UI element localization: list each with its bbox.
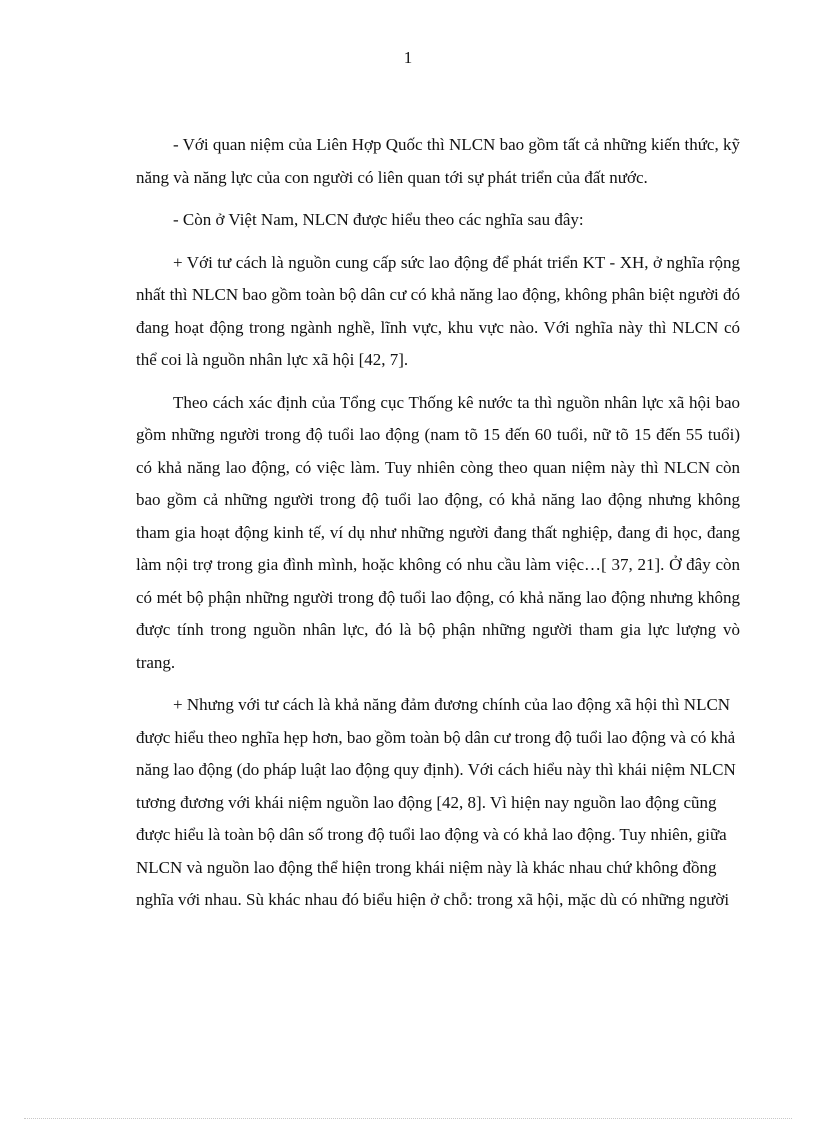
page-number: 1 [403,48,413,67]
page-bottom-divider [24,1118,792,1119]
paragraph-broad-meaning: + Với tư cách là nguồn cung cấp sức lao động để phát triển KT - XH, ở nghĩa rộng nhất thì NLCN bao gồm toàn bộ dân cư có khả năng lao động, không phân biệt người đó đang hoạt động trong ngành nghề, lĩnh vực, khu vực nào. Với nghĩa này thì NLCN có thể coi là nguồn nhân lực xã hội [42, 7]. [136,252,740,369]
paragraph-vietnam-intro: - Còn ở Việt Nam, NLCN được hiểu theo các nghĩa sau đây: [173,210,584,229]
paragraph-narrow-meaning: + Nhưng với tư cách là khả năng đảm đương chính của lao động xã hội thì NLCN được hiểu theo nghĩa hẹp hơn, bao gồm toàn bộ dân cư trong độ tuổi lao động và có khả năng lao động (do pháp luật lao động quy định). Với cách hiểu này thì khái niệm NLCN tương đương với khái niệm nguồn lao động [42, 8]. Vì hiện nay nguồn lao động cũng được hiểu là toàn bộ dân số trong độ tuổi lao động và có khả lao động. Tuy nhiên, giữa NLCN và nguồn lao động thể hiện trong khái niệm này là khác nhau chứ không đồng nghĩa với nhau. Sù khác nhau đó biểu hiện ở chỗ: trong xã hội, mặc dù có những người [136,695,736,909]
paragraph-un-definition: - Với quan niệm của Liên Hợp Quốc thì NLCN bao gồm tất cả những kiến thức, kỹ năng và năng lực của con người có liên quan tới sự phát triển của đất nước. [136,135,740,187]
document-body [136,129,740,927]
paragraph-statistics-office: Theo cách xác định của Tổng cục Thống kê nước ta thì nguồn nhân lực xã hội bao gồm những người trong độ tuổi lao động (nam tõ 15 đến 60 tuổi, nữ tõ 15 đến 55 tuổi) có khả năng lao động, có việc làm. Tuy nhiên còng theo quan niệm này thì NLCN còn bao gồm cả những người trong độ tuổi lao động, có khả năng lao động nhưng không tham gia hoạt động kinh tế, ví dụ như những người đang thất nghiệp, đang đi học, đang làm nội trợ trong gia đình mình, hoặc không có nhu cầu làm việc…[ 37, 21]. Ở đây còn có mét bộ phận những người trong độ tuổi lao động, có khả năng lao động nhưng không được tính trong nguồn nhân lực, đó là bộ phận những người tham gia lực lượng vò trang. [136,392,740,672]
